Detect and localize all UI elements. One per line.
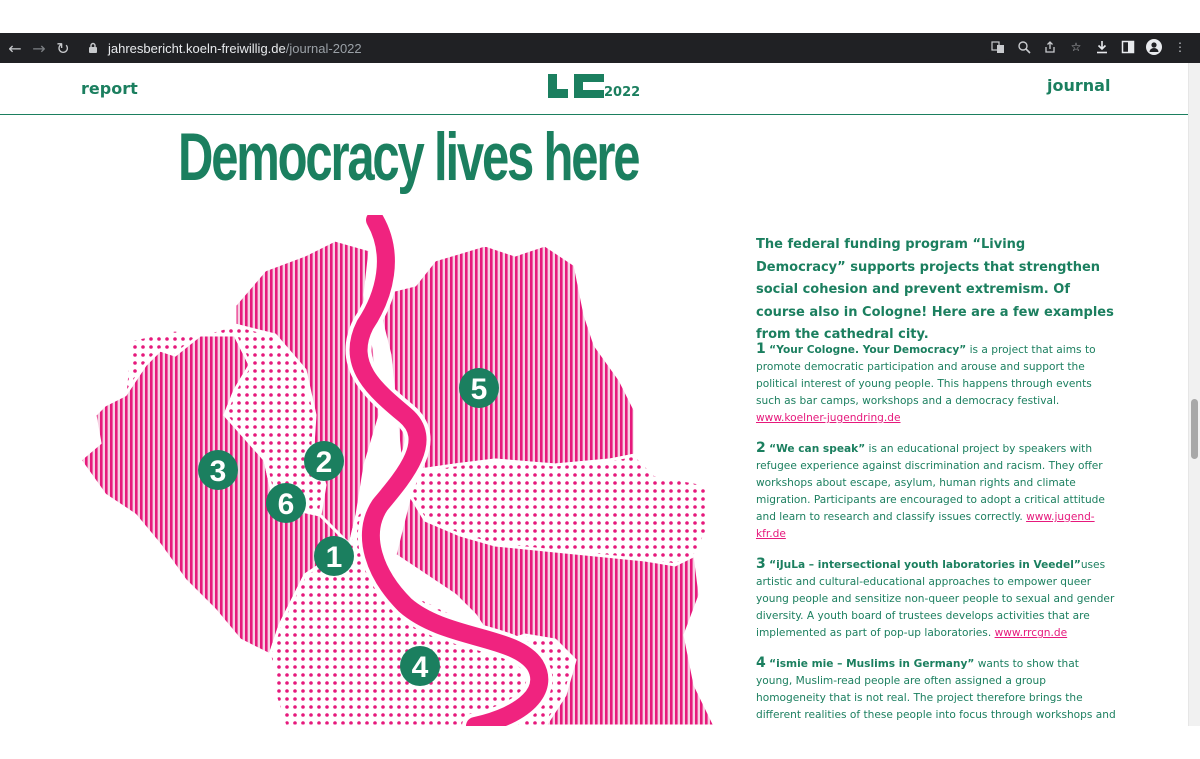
project-title: “iJuLa – intersectional youth laboratories in Veedel”	[769, 559, 1081, 571]
map-marker-4-label: 4	[411, 651, 429, 684]
project-link[interactable]: www.koelner-jugendring.de	[756, 412, 901, 424]
project-entry	[756, 440, 1118, 543]
download-icon[interactable]	[1092, 37, 1112, 57]
url-text	[108, 41, 362, 56]
back-icon[interactable]: ←	[8, 38, 22, 58]
project-number: 4	[756, 655, 766, 671]
map-marker-1-label: 1	[325, 541, 343, 574]
project-number: 2	[756, 440, 766, 456]
project-link[interactable]: www.rrcgn.de	[994, 627, 1068, 639]
zoom-icon[interactable]	[1014, 37, 1034, 57]
map-marker-3[interactable]	[198, 450, 238, 490]
project-list	[756, 341, 1118, 754]
url-path: /journal-2022	[285, 40, 362, 56]
top-margin	[0, 0, 1200, 33]
bottom-margin	[0, 726, 1200, 759]
url-domain: jahresbericht.koeln-freiwillig.de	[108, 40, 286, 56]
project-description: wants to show that young, Muslim-read people are often assigned a group homogeneity that is not real. The project therefore brings the different realities of these people into focus through workshops and	[756, 658, 1116, 721]
translate-icon[interactable]	[988, 37, 1008, 57]
map-marker-6-label: 6	[277, 488, 295, 521]
profile-icon[interactable]	[1144, 37, 1164, 57]
project-description: uses artistic and cultural-educational approaches to empower queer young people and sensitize non-queer people to sexual and gender diversity. A youth board of trustees develops activities that are implemented as part of pop-up laboratories.	[756, 559, 1115, 639]
share-icon[interactable]	[1040, 37, 1060, 57]
nav-report-link[interactable]: report	[81, 79, 138, 98]
cologne-district-map	[75, 215, 715, 726]
page-scrollbar[interactable]	[1188, 63, 1200, 726]
browser-toolbar	[0, 33, 1200, 63]
sidepanel-icon[interactable]	[1118, 37, 1138, 57]
project-title: “We can speak”	[769, 443, 866, 455]
project-title: “Your Cologne. Your Democracy”	[769, 344, 967, 356]
project-title: “ismie mie – Muslims in Germany”	[769, 658, 975, 670]
map-marker-1[interactable]	[314, 536, 354, 576]
project-number: 1	[756, 341, 766, 357]
toolbar-actions	[988, 37, 1190, 57]
scrollbar-thumb[interactable]	[1191, 399, 1198, 459]
map-marker-6[interactable]	[266, 483, 306, 523]
page-title: Democracy lives here	[178, 119, 639, 195]
intro-paragraph: The federal funding program “Living Democracy” supports projects that strengthen social cohesion and prevent extremism. Of course also in Cologne! Here are a few examples from the cathedral city.	[756, 237, 1114, 342]
map-marker-4[interactable]	[400, 646, 440, 686]
project-description: is an educational project by speakers with refugee experience against discrimination and racism. They offer workshops about escape, asylum, human rights and climate migration. Participants are encouraged to adopt a critical attitude and learn to research and classify issues correctly.	[756, 443, 1105, 523]
project-number: 3	[756, 556, 766, 572]
map-marker-3-label: 3	[209, 455, 227, 488]
project-entry	[756, 341, 1118, 427]
nav-journal-link[interactable]: journal	[1047, 76, 1111, 95]
project-description: is a project that aims to promote democratic participation and arouse and support the political interest of young people. This happens through events such as bar camps, workshops and a democracy festival.	[756, 344, 1096, 407]
star-icon[interactable]: ☆	[1070, 40, 1082, 54]
forward-icon[interactable]: →	[32, 38, 46, 58]
lock-icon[interactable]	[86, 41, 100, 55]
map-marker-2[interactable]	[304, 441, 344, 481]
map-marker-5[interactable]	[459, 368, 499, 408]
address-bar[interactable]	[82, 36, 997, 60]
logo-year: 2022	[604, 85, 641, 100]
map-marker-5-label: 5	[470, 373, 488, 406]
map-marker-2-label: 2	[315, 446, 333, 479]
reload-icon[interactable]: ↻	[56, 38, 70, 58]
project-entry	[756, 556, 1118, 642]
project-link[interactable]: www.jugend-kfr.de	[756, 511, 1095, 540]
menu-icon[interactable]: ⋮	[1174, 40, 1186, 54]
site-header	[0, 63, 1188, 115]
